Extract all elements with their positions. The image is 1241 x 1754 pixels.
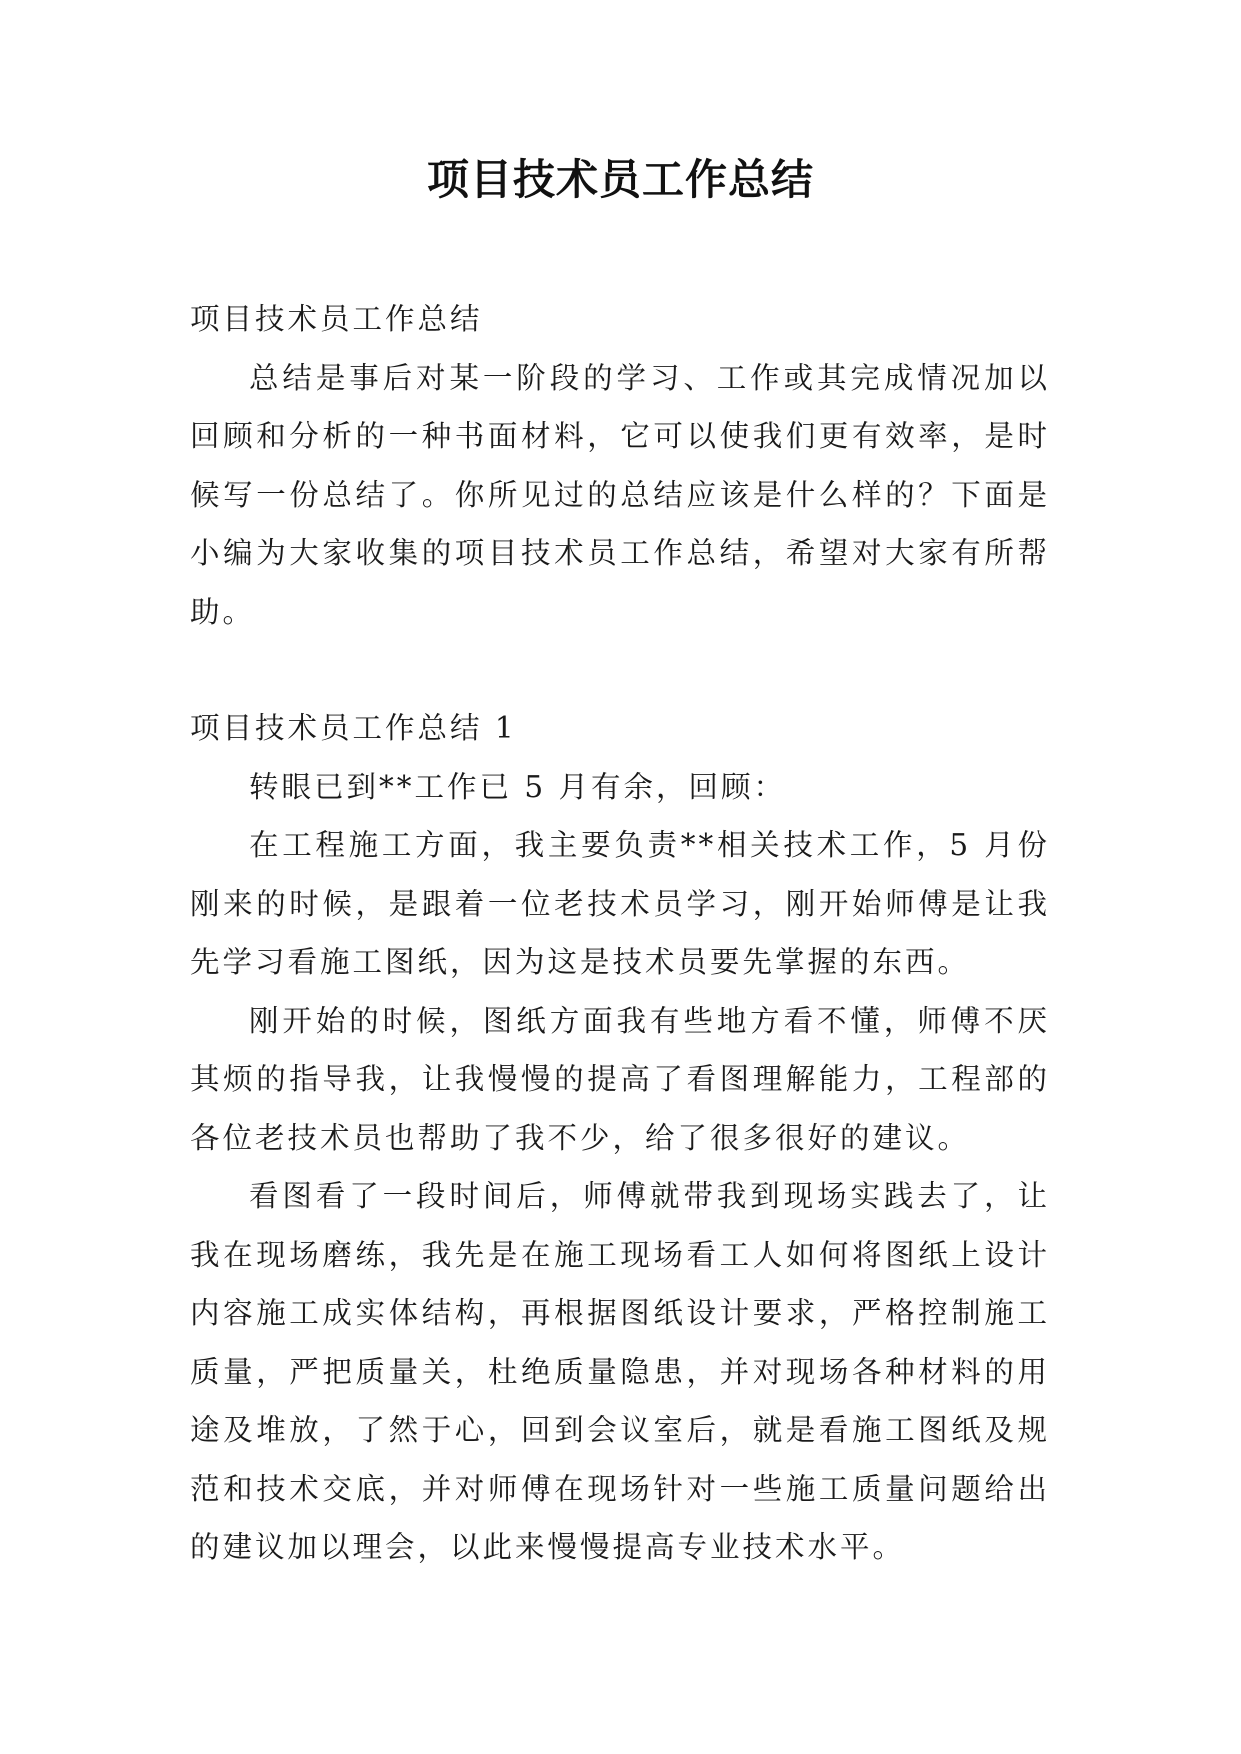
body-paragraph: 刚开始的时候，图纸方面我有些地方看不懂，师傅不厌其烦的指导我，让我慢慢的提高了看图理解能力，工程部的各位老技术员也帮助了我不少，给了很多很好的建议。 — [190, 1003, 1050, 1155]
document-body — [190, 290, 1050, 1577]
section-spacer — [190, 641, 1050, 699]
document-title: 项目技术员工作总结 — [426, 155, 814, 204]
intro-paragraph: 总结是事后对某一阶段的学习、工作或其完成情况加以回顾和分析的一种书面材料，它可以使我们更有效率，是时候写一份总结了。你所见过的总结应该是什么样的？下面是小编为大家收集的项目技术员工作总结，希望对大家有所帮助。 — [190, 360, 1050, 629]
section-heading: 项目技术员工作总结 1 — [190, 711, 517, 745]
body-paragraph: 转眼已到**工作已 5 月有余，回顾： — [249, 769, 787, 804]
intro-heading: 项目技术员工作总结 — [190, 302, 483, 336]
body-paragraph: 看图看了一段时间后，师傅就带我到现场实践去了，让我在现场磨练，我先是在施工现场看工人如何将图纸上设计内容施工成实体结构，再根据图纸设计要求，严格控制施工质量，严把质量关，杜绝质量隐患，并对现场各种材料的用途及堆放，了然于心，回到会议室后，就是看施工图纸及规范和技术交底，并对师傅在现场针对一些施工质量问题给出的建议加以理会，以此来慢慢提高专业技术水平。 — [190, 1179, 1050, 1564]
body-paragraph: 在工程施工方面，我主要负责**相关技术工作，5 月份刚来的时候，是跟着一位老技术员学习，刚开始师傅是让我先学习看施工图纸，因为这是技术员要先掌握的东西。 — [190, 828, 1050, 979]
